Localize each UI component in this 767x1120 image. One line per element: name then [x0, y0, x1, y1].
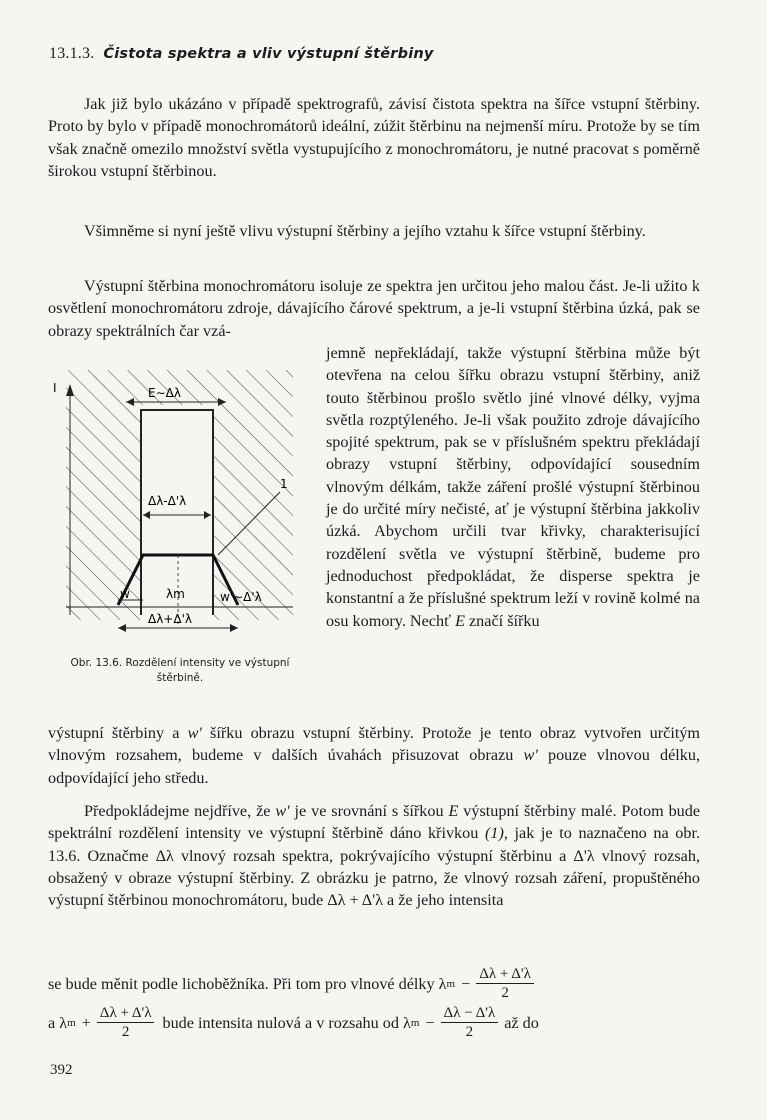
label-dl-plus: Δλ+Δ'λ	[148, 612, 192, 626]
paragraph-3-start: Výstupní štěrbina monochromátoru isoluje ze spektra jen určitou jeho malou část. Je-li užito k osvětlení monochromátoru zdroje, dávajícího čárové spektrum, a je-li vstupní štěrbina úzká, pak se obrazy spektrálních čar vzá-	[48, 277, 700, 340]
label-E: E∼Δλ	[148, 386, 181, 400]
section-heading	[49, 44, 434, 63]
outer-arrow-right	[230, 624, 238, 632]
outer-arrow-left	[118, 624, 126, 632]
fraction-1: $\frac{\Delta\lambda + \Delta'\lambda}{2}$	[476, 965, 534, 1002]
paragraph-3-end: výstupní štěrbiny a w' šířku obrazu vstupní štěrbiny. Protože je tento obraz vytvořen určitým vlnovým rozsahem, budeme v dalších úvahách přisuzovat obrazu w' pouze vlnovou délku, odpovídající jeho středu.	[48, 724, 701, 787]
label-dl-minus: Δλ-Δ'λ	[148, 494, 187, 508]
fraction-2: $\frac{\Delta\lambda + \Delta'\lambda}{2}$	[97, 1004, 155, 1041]
section-title: Čistota spektra a vliv výstupní štěrbiny	[103, 46, 434, 62]
paragraph-1: Jak již bylo ukázáno v případě spektrografů, závisí čistota spektra na šířce vstupní štěrbiny. Proto by bylo v případě monochromátorů ideální, zúžit štěrbinu na nejmenší míru. Protože by se tím však značně omezilo množství světla vystupujícího z monochromátoru, je nutné pracovat s poměrně širokou vstupní štěrbinou.	[48, 95, 700, 180]
figure-13-6	[48, 370, 310, 660]
label-I: I	[53, 381, 57, 395]
paragraph-5: se bude měnit podle lichoběžníka. Při tom pro vlnové délky λ m − $\frac{\Delta\lambda + \Delta'\lambda}{2}$ a λ m + $\frac{\Delta\lambda + \Delta'\lambda}{2}$ bude intensita nulová a v rozsahu od λ m − $\frac{\Delta\lambda - \Delta'\lambda}{2}$ až do	[48, 966, 539, 1040]
paragraph-4: Předpokládejme nejdříve, že w' je ve srovnání s šířkou E výstupní štěrbiny malé. Potom bude spektrální rozdělení intensity ve výstupní štěrbině dáno křivkou (1), jak je to naznačeno na obr. 13.6. Označme Δλ vlnový rozsah spektra, pokrývajícího výstupní štěrbinu a Δ'λ vlnový rozsah, obsažený v obraze výstupní štěrbiny. Z obrázku je patrno, že vlnový rozsah záření, propuštěného výstupní štěrbinou monochromátoru, bude Δλ + Δ'λ a že jeho intensita	[48, 802, 701, 910]
hatch-right	[213, 370, 293, 620]
paragraph-2: Všimněme si nyní ještě vlivu výstupní štěrbiny a jejího vztahu k šířce vstupní štěrbiny.	[84, 222, 646, 240]
label-w: w	[120, 587, 130, 601]
figure-caption: Obr. 13.6. Rozdělení intensity ve výstupní štěrbině.	[70, 657, 290, 684]
label-lambda-m: λm	[166, 587, 185, 601]
label-w-prime: w'∼Δ'λ	[220, 590, 262, 604]
label-curve-1: 1	[280, 477, 288, 491]
page-number: 392	[50, 1062, 73, 1078]
slit-frame	[141, 410, 213, 615]
fraction-3: $\frac{\Delta\lambda - \Delta'\lambda}{2}$	[441, 1004, 499, 1041]
paragraph-3-wrap: jemně nepřekládají, takže výstupní štěrbina může být otevřena na celou šířku obrazu vstupní štěrbiny, aniž touto štěrbinou prošlo světlo jiné vlnové délky, vyjma světla rozptýleného. Je-li však použito zdroje dávajícího spojité spektrum, pak se v příslušném spektru překládají obrazy vstupní štěrbiny, odpovídající sousedním vlnovým délkám, takže záření prošlé výstupní štěrbinou je do určité míry nečisté, ať je výstupní štěrbina jakkoliv úzká. Abychom určili tvar křivky, charakterisující rozdělení světla ve výstupní štěrbině, budeme pro jednoduchost předpokládat, že disperse spektra je konstantní a že příslušné spektrum leží v rovině kolmé na osu komory. Nechť E značí šířku	[326, 344, 700, 630]
section-number: 13.1.3.	[49, 45, 95, 62]
